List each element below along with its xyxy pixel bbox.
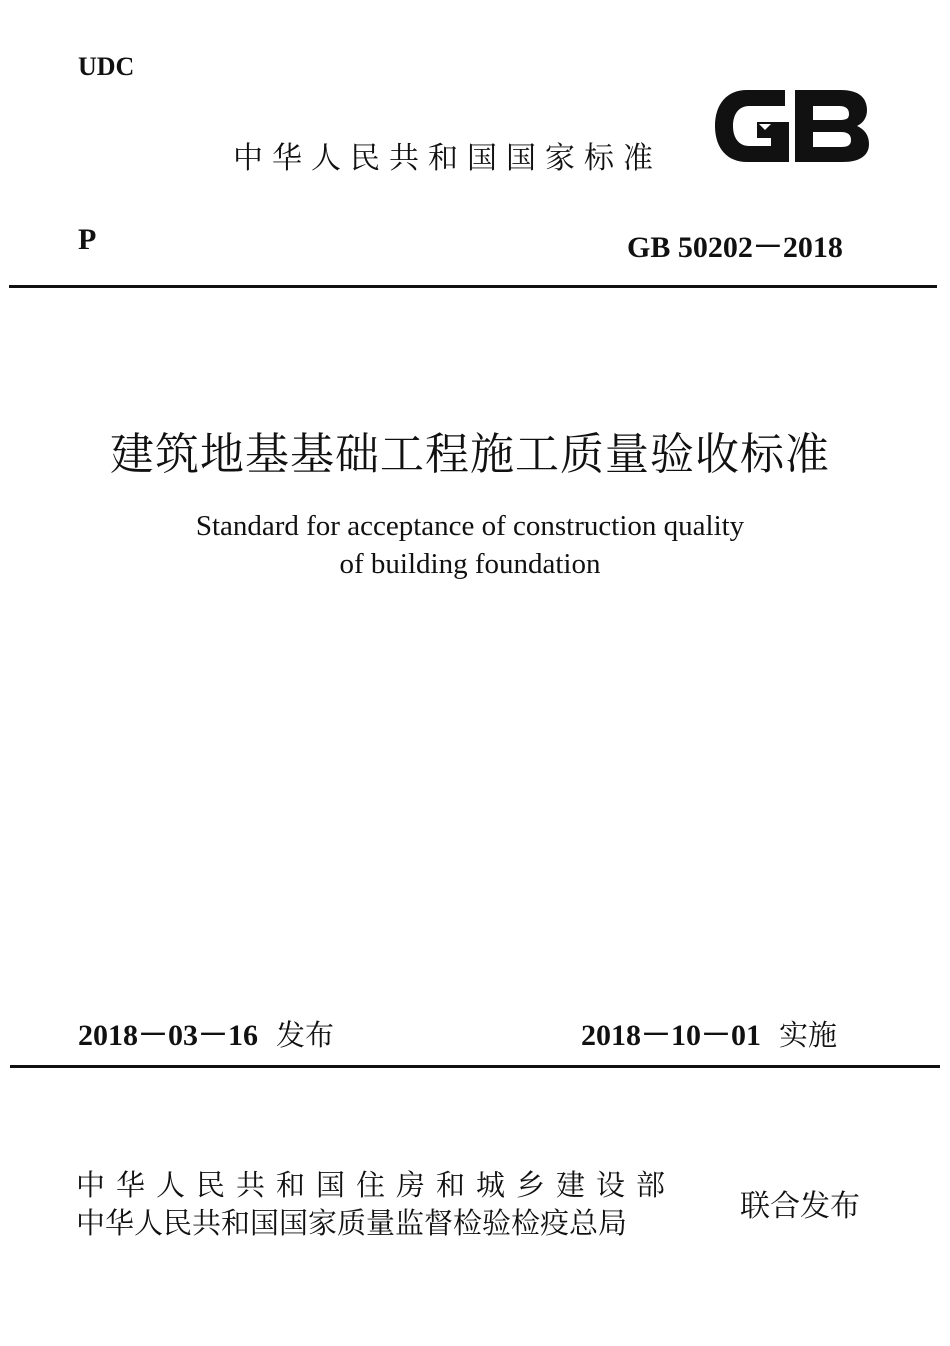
gb-logo-icon — [709, 84, 873, 168]
issue-label: 发布 — [276, 1018, 335, 1052]
joint-issue-label: 联合发布 — [740, 1189, 860, 1224]
issue-date: 2018－03－16 — [78, 1019, 258, 1052]
issuer-ministry-housing: 中华人民共和国住房和城乡建设部 — [76, 1168, 677, 1202]
issue-date-block — [78, 1010, 334, 1054]
classification-code: P — [78, 223, 97, 256]
bottom-divider — [10, 1065, 940, 1068]
standard-number: GB 50202－2018 — [627, 231, 843, 264]
top-divider — [9, 285, 937, 288]
implementation-date: 2018－10－01 — [581, 1019, 761, 1052]
implementation-date-block — [581, 1010, 837, 1054]
issuer-aqsiq: 中华人民共和国国家质量监督检验检疫总局 — [76, 1206, 628, 1240]
national-standard-label: 中华人民共和国国家标准 — [233, 141, 662, 176]
document-title-english — [0, 507, 940, 583]
udc-label: UDC — [78, 52, 135, 81]
document-title-chinese: 建筑地基基础工程施工质量验收标准 — [110, 429, 830, 480]
title-english-line-2: of building foundation — [339, 548, 601, 580]
implementation-label: 实施 — [779, 1018, 838, 1052]
title-english-line-1: Standard for acceptance of construction quality — [195, 510, 745, 542]
